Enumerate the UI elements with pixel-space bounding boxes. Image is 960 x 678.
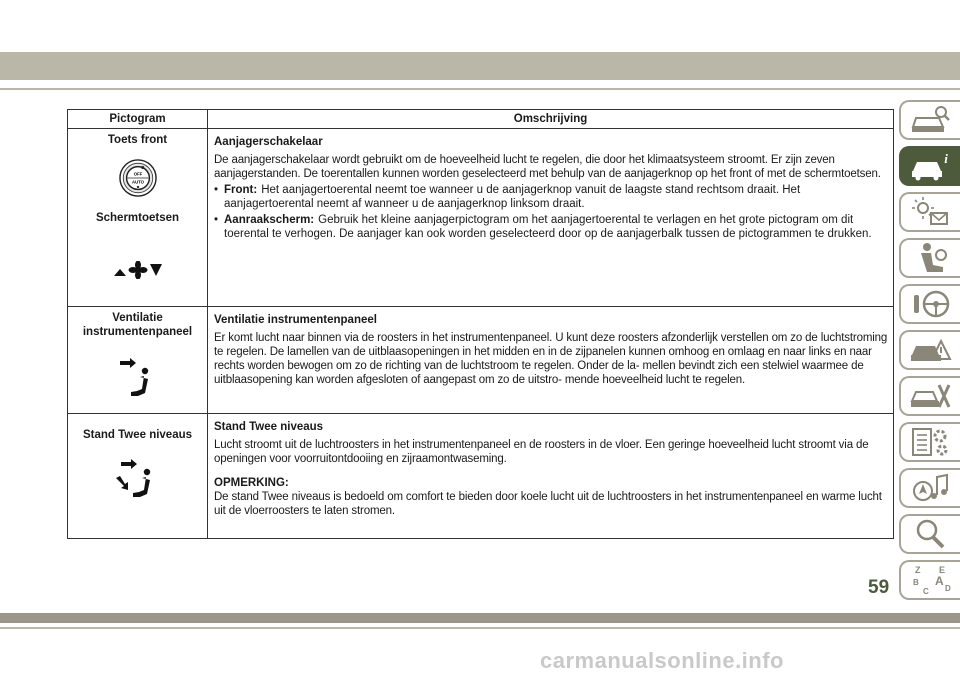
car-warning-icon — [909, 333, 953, 367]
tab-emergency[interactable] — [899, 330, 960, 370]
description-cell — [208, 307, 894, 414]
knob-auto-label: AUTO — [131, 179, 144, 185]
pictogram-cell — [68, 129, 208, 307]
table-header-row — [68, 110, 894, 129]
panel-vent-icon — [118, 355, 158, 399]
tab-vehicle-info[interactable] — [899, 146, 960, 186]
warning-lights-icon — [909, 195, 953, 229]
bullet-item — [214, 183, 889, 211]
description-cell — [208, 129, 894, 307]
svg-text:Z: Z — [914, 565, 920, 575]
tab-vehicle-search[interactable] — [899, 100, 960, 140]
tab-specifications[interactable] — [899, 422, 960, 462]
picto-label: Stand Twee niveaus — [82, 429, 193, 441]
specs-gears-icon — [909, 425, 953, 459]
body-text: Er komt lucht naar binnen via de roosters in het instrumentenpaneel. U kunt deze roosters afzonderlijk verstellen om zo de luchtstroming te regelen. De lamellen van de uitblaasopeningen in het midden en in de zijpanelen kunnen omhoog en omlaag en naar links en naar rechts worden bewogen om zo de richting van de luchtstroom te regelen. Onder de la- mellen bevindt zich een stelwiel waarmee de uitblaasopening kan worden afgesloten of aangepast om zo de uitstro- mende hoeveelheid lucht te regelen. — [214, 332, 888, 386]
svg-text:A: A — [934, 574, 944, 588]
note-text: De stand Twee niveaus is bedoeld om comfort te bieden door koele lucht uit de luchtroosters in het instrumentenpaneel en warme lucht uit de vloerroosters te laten stromen. — [214, 491, 882, 517]
header-band — [0, 52, 960, 80]
body-text: De aanjagerschakelaar wordt gebruikt om de hoeveelheid lucht te regelen, die door het klimaatsysteem stroomt. Er zijn zeven aanjagerstanden. De toerentallen kunnen worden geselecteerd met behulp van de aanjagerknop op het front of met de schermtoetsen. — [214, 154, 881, 180]
tab-maintenance[interactable] — [899, 376, 960, 416]
chapter-tabs — [899, 100, 960, 606]
footer-band — [0, 613, 960, 623]
bi-level-vent-icon — [113, 456, 163, 504]
bullet-label: Front: — [224, 184, 258, 196]
footer-rule — [0, 627, 960, 629]
alphabet-index-icon — [909, 563, 953, 597]
note-title: OPMERKING: — [214, 477, 289, 489]
bullet-item — [214, 213, 889, 241]
car-search-icon — [909, 103, 953, 137]
page-number: 59 — [868, 577, 890, 598]
steering-wheel-icon — [909, 287, 953, 321]
picto-label: Schermtoetsen — [95, 212, 180, 224]
tab-warning-lights[interactable] — [899, 192, 960, 232]
svg-text:D: D — [944, 584, 951, 593]
bullet-text: Het aanjagertoerental neemt toe wanneer u de aanjagerknop vanuit de laagste stand rechtsom draait. Het aanjagertoerental neemt af wanneer u de aanjagerknop linksom draait. — [224, 184, 801, 210]
car-wrench-icon — [909, 379, 953, 413]
bullet-icon: • — [214, 214, 219, 226]
svg-text:i: i — [943, 151, 948, 166]
column-header-pictogram: Pictogram — [68, 110, 208, 129]
table-row — [68, 307, 894, 414]
bullet-label: Aanraakscherm: — [224, 214, 315, 226]
header-rule — [0, 88, 960, 90]
section-title: Ventilatie instrumentenpaneel — [214, 314, 377, 326]
table-row — [68, 414, 894, 539]
controls-table — [67, 109, 894, 539]
watermark: carmanualsonline.info — [540, 648, 784, 673]
tab-index[interactable] — [899, 560, 960, 600]
knob-off-label: OFF — [133, 171, 142, 177]
tab-multimedia[interactable] — [899, 468, 960, 508]
pictogram-cell — [68, 307, 208, 414]
music-nav-icon — [909, 471, 953, 505]
body-text: Lucht stroomt uit de luchtroosters in het instrumentenpaneel en de roosters in de vloer. Een geringe hoeveelheid lucht stroomt via de openingen voor voorruitontdooiing en zijraamontwaseming. — [214, 439, 869, 465]
svg-text:C: C — [922, 587, 929, 596]
blower-knob-icon — [119, 159, 157, 197]
description-cell — [208, 414, 894, 539]
bullet-icon: • — [214, 184, 219, 196]
seat-airbag-icon — [909, 241, 953, 275]
magnifier-icon — [909, 517, 953, 551]
column-header-description: Omschrijving — [208, 110, 894, 129]
pictogram-cell — [68, 414, 208, 539]
table-row — [68, 129, 894, 307]
tab-safety[interactable] — [899, 238, 960, 278]
section-title: Aanjagerschakelaar — [214, 136, 323, 148]
fan-speed-icon — [112, 261, 164, 279]
tab-starting-driving[interactable] — [899, 284, 960, 324]
svg-text:B: B — [912, 578, 919, 587]
tab-search[interactable] — [899, 514, 960, 554]
picto-label: Toets front — [107, 134, 168, 146]
svg-text:E: E — [938, 565, 945, 575]
bullet-text: Gebruik het kleine aanjagerpictogram om het aanjagertoerental te verlagen en het grote pictogram om dit toerental te verhogen. De aanjager kan ook worden geselecteerd door op de aanjagerbalk tussen de pictogrammen te drukken. — [224, 214, 872, 240]
car-info-icon — [909, 149, 953, 183]
section-title: Stand Twee niveaus — [214, 421, 324, 433]
picto-label: Ventilatie instrumentenpaneel — [82, 312, 193, 338]
